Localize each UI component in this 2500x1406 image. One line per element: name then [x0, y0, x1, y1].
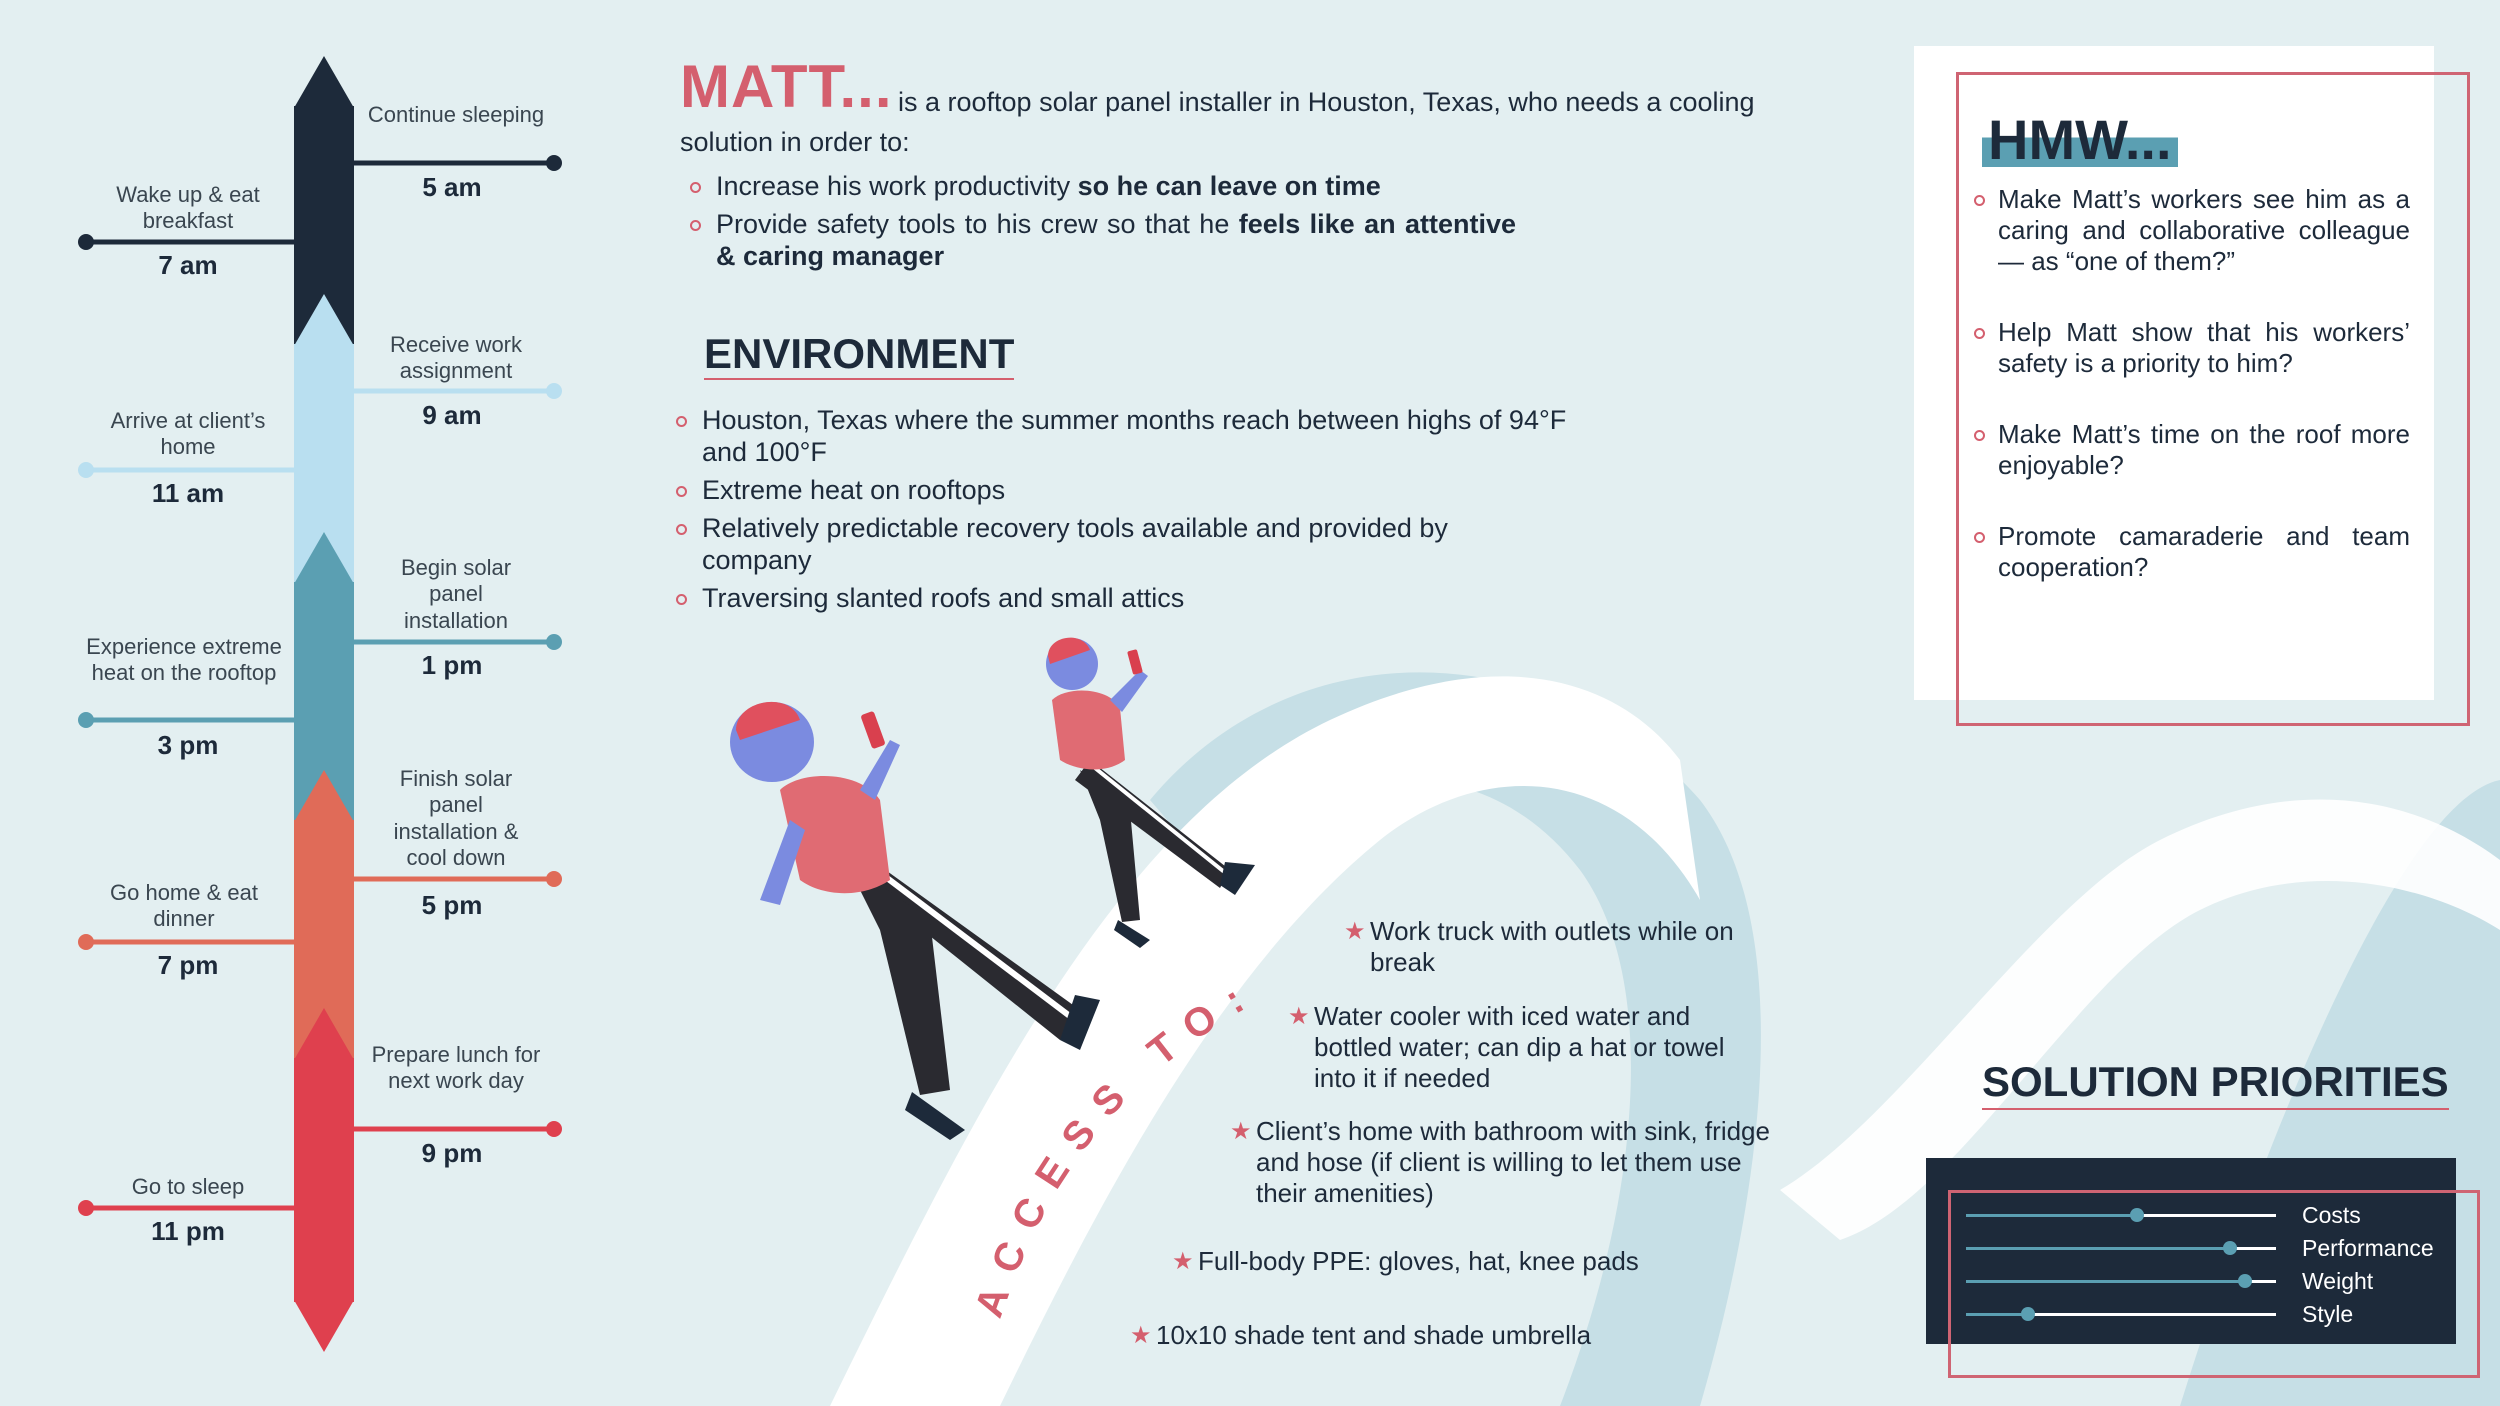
star-icon: ★ [1288, 1003, 1310, 1030]
timeline-right-time: 1 pm [421, 650, 483, 680]
timeline-left-label: Go home & eat dinner [110, 880, 258, 932]
environment-list [672, 404, 1572, 620]
timeline-right-label: Begin solar panel installation [400, 555, 512, 633]
solution-priorities-title: SOLUTION PRIORITIES [1982, 1058, 2449, 1110]
star-icon: ★ [1230, 1118, 1252, 1145]
hmw-item: Make Matt’s workers see him as a caring and collaborative colleague — as “one of them?” [1970, 184, 2410, 277]
priority-slider-performance[interactable]: Performance [1966, 1233, 2466, 1263]
environment-item: Relatively predictable recovery tools available and provided by company [672, 512, 1522, 576]
timeline-left-time: 11 am [151, 478, 225, 508]
slider-knob[interactable] [2223, 1241, 2237, 1255]
environment-item: Houston, Texas where the summer months reach between highs of 94°F and 100°F [672, 404, 1572, 468]
timeline-right-label: Finish solar panel installation & cool down [393, 766, 519, 871]
persona-name: MATT... [680, 53, 893, 120]
access-item: ★ Work truck with outlets while on break [1344, 916, 1734, 977]
timeline-arrow-top [294, 56, 354, 108]
slider-knob[interactable] [2130, 1208, 2144, 1222]
access-title: ACCESS TO: [966, 968, 1267, 1323]
timeline-left-label: Arrive at client’s home [110, 408, 266, 460]
goal-item: Provide safety tools to his crew so that he feels like an attentive & caring manager [686, 208, 1516, 272]
timeline-arrow-bottom [294, 1300, 354, 1352]
priority-slider-style[interactable]: Style [1966, 1299, 2466, 1329]
hmw-title: HMW... [1982, 108, 2178, 172]
access-item: ★ 10x10 shade tent and shade umbrella [1130, 1320, 1592, 1350]
star-icon: ★ [1172, 1248, 1194, 1275]
timeline-left-time: 7 am [158, 250, 218, 280]
timeline-right-time: 5 am [422, 172, 482, 202]
timeline-right-label: Receive work assignment [389, 332, 523, 384]
access-title-curve [960, 960, 1300, 1340]
goal-item: Increase his work productivity so he can leave on time [686, 170, 1516, 202]
timeline-left-time: 11 pm [151, 1216, 225, 1246]
hmw-item: Help Matt show that his workers’ safety is a priority to him? [1970, 317, 2410, 379]
access-item: ★ Water cooler with iced water and bottled water; can dip a hat or towel into it if needed [1288, 1001, 1725, 1093]
persona-intro: is a rooftop solar panel installer in Houston, Texas, who needs a cooling solution in order to: [680, 87, 1755, 157]
timeline-right-time: 5 pm [421, 890, 483, 920]
hmw-item: Promote camaraderie and team cooperation? [1970, 521, 2410, 583]
environment-item: Traversing slanted roofs and small attics [672, 582, 1572, 614]
hmw-list [1970, 184, 2410, 623]
access-item: ★ Client’s home with bathroom with sink, fridge and hose (if client is willing to let them use their amenities) [1230, 1116, 1770, 1208]
timeline-right-label: Continue sleeping [367, 102, 545, 127]
timeline-left-time: 3 pm [157, 730, 219, 760]
environment-title: ENVIRONMENT [704, 330, 1014, 380]
persona-goals [686, 170, 1516, 278]
slider-knob[interactable] [2021, 1307, 2035, 1321]
environment-item: Extreme heat on rooftops [672, 474, 1572, 506]
priority-slider-weight[interactable]: Weight [1966, 1266, 2466, 1296]
timeline-left-label: Go to sleep [131, 1174, 245, 1199]
timeline-connectors-left [78, 234, 294, 1216]
timeline-left-label: Wake up & eat breakfast [116, 182, 260, 234]
timeline-left-label: Experience extreme heat on the rooftop [86, 634, 282, 686]
timeline-connectors-right [354, 155, 562, 1137]
timeline-right-time: 9 am [422, 400, 482, 430]
star-icon: ★ [1344, 918, 1366, 945]
timeline-right-time: 9 pm [421, 1138, 483, 1168]
timeline-right-label: Prepare lunch for next work day [371, 1042, 541, 1094]
priority-slider-costs[interactable]: Costs [1966, 1200, 2466, 1230]
slider-knob[interactable] [2238, 1274, 2252, 1288]
timeline-left-time: 7 pm [157, 950, 219, 980]
star-icon: ★ [1130, 1322, 1152, 1349]
timeline-segment-late [294, 1058, 354, 1302]
access-item: ★ Full-body PPE: gloves, hat, knee pads [1172, 1246, 1639, 1276]
hmw-item: Make Matt’s time on the roof more enjoyable? [1970, 419, 2410, 481]
